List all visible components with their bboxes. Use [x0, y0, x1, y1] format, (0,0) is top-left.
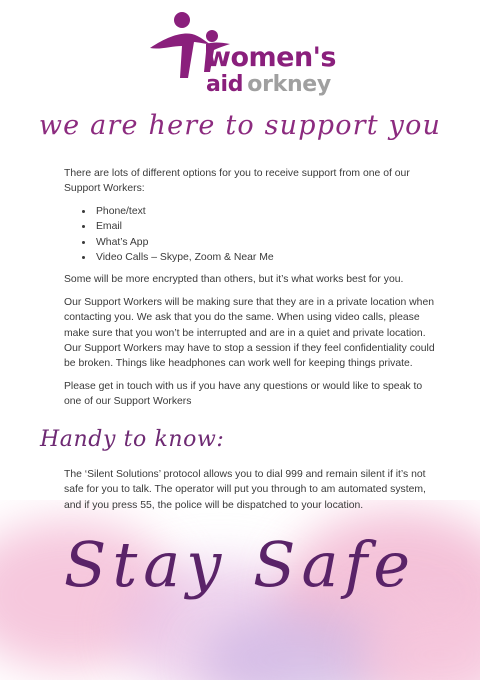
logo-aid-orkney-text	[206, 72, 331, 97]
womens-aid-orkney-logo	[148, 8, 338, 98]
encryption-paragraph: Some will be more encrypted than others, but it’s what works best for you.	[64, 274, 404, 286]
logo-orkney-text: orkney	[247, 72, 331, 97]
support-info	[64, 166, 436, 417]
silent-solutions-paragraph: The ‘Silent Solutions’ protocol allows you to dial 999 and remain silent if it’s not safe for you to talk. The operator will put you through to am automated system, and if you press 55, the police will be dispatched to your location.	[64, 469, 426, 511]
list-item: • Video Calls – Skype, Zoom & Near Me	[94, 250, 436, 265]
privacy-paragraph: Our Support Workers will be making sure that they are in a private location when contacting you. We ask that you do the same. When using video calls, please make sure that you won’t be interrupted and are in a quiet and private location. Our Support Workers may have to stop a session if they feel confidentiality could be broken. Things like headphones can work well for keeping things private.	[64, 296, 435, 370]
contact-options-list	[64, 204, 436, 266]
logo-womens-text: women's	[206, 42, 336, 73]
logo-aid-text: aid	[206, 72, 244, 97]
list-item: • What’s App	[94, 235, 436, 250]
stay-safe-heading: Stay Safe	[63, 528, 417, 601]
list-item: • Phone/text	[94, 204, 436, 219]
intro-paragraph: There are lots of different options for you to receive support from one of our Support Workers:	[64, 168, 410, 195]
silent-solutions-info	[64, 467, 436, 513]
list-item: • Email	[94, 219, 436, 234]
handy-to-know-heading: Handy to know:	[40, 427, 225, 452]
headline: we are here to support you	[38, 110, 442, 141]
contact-paragraph: Please get in touch with us if you have any questions or would like to speak to one of our Support Workers	[64, 380, 423, 408]
